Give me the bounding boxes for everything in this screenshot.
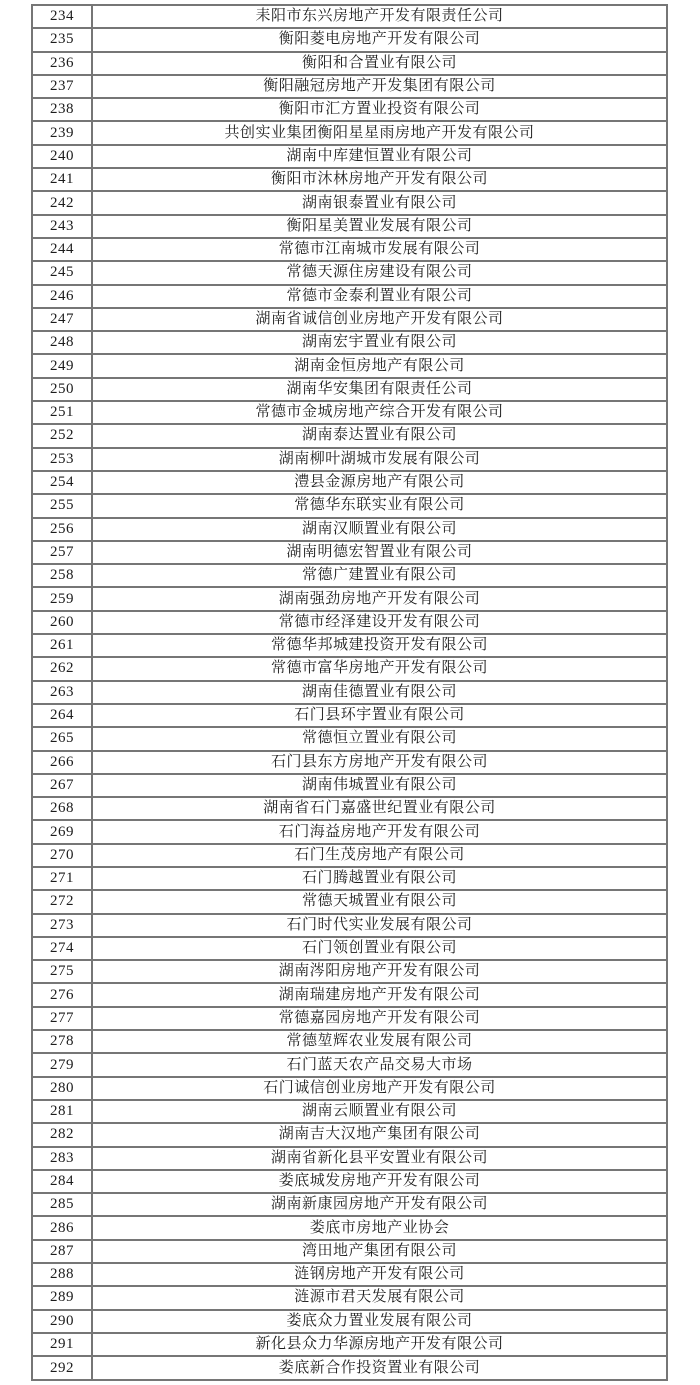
row-number: 280 xyxy=(32,1077,92,1100)
row-number: 284 xyxy=(32,1170,92,1193)
row-number: 253 xyxy=(32,448,92,471)
company-name: 常德广建置业有限公司 xyxy=(92,564,667,587)
company-name: 湾田地产集团有限公司 xyxy=(92,1240,667,1263)
company-name: 湖南涔阳房地产开发有限公司 xyxy=(92,960,667,983)
table-row xyxy=(32,983,667,1006)
company-name: 常德市富华房地产开发有限公司 xyxy=(92,657,667,680)
table-row xyxy=(32,1100,667,1123)
table-row xyxy=(32,634,667,657)
company-name: 湖南瑞建房地产开发有限公司 xyxy=(92,983,667,1006)
table-row xyxy=(32,914,667,937)
table-row xyxy=(32,261,667,284)
company-name: 石门诚信创业房地产开发有限公司 xyxy=(92,1077,667,1100)
row-number: 289 xyxy=(32,1286,92,1309)
row-number: 281 xyxy=(32,1100,92,1123)
row-number: 264 xyxy=(32,704,92,727)
row-number: 288 xyxy=(32,1263,92,1286)
row-number: 265 xyxy=(32,727,92,750)
row-number: 266 xyxy=(32,751,92,774)
row-number: 243 xyxy=(32,215,92,238)
company-name: 石门腾越置业有限公司 xyxy=(92,867,667,890)
row-number: 267 xyxy=(32,774,92,797)
table-row xyxy=(32,331,667,354)
row-number: 277 xyxy=(32,1007,92,1030)
row-number: 239 xyxy=(32,121,92,144)
company-name: 娄底城发房地产开发有限公司 xyxy=(92,1170,667,1193)
row-number: 292 xyxy=(32,1356,92,1380)
row-number: 245 xyxy=(32,261,92,284)
company-name: 耒阳市东兴房地产开发有限责任公司 xyxy=(92,5,667,28)
company-name: 常德天城置业有限公司 xyxy=(92,890,667,913)
row-number: 246 xyxy=(32,285,92,308)
company-name: 湖南云顺置业有限公司 xyxy=(92,1100,667,1123)
company-name: 衡阳星美置业发展有限公司 xyxy=(92,215,667,238)
company-name: 石门县东方房地产开发有限公司 xyxy=(92,751,667,774)
row-number: 256 xyxy=(32,518,92,541)
company-name: 娄底新合作投资置业有限公司 xyxy=(92,1356,667,1380)
table-row xyxy=(32,1077,667,1100)
table-row xyxy=(32,1007,667,1030)
company-name: 涟钢房地产开发有限公司 xyxy=(92,1263,667,1286)
company-name: 石门生茂房地产有限公司 xyxy=(92,844,667,867)
table-row xyxy=(32,587,667,610)
table-row xyxy=(32,238,667,261)
table-row xyxy=(32,378,667,401)
company-name: 常德市金城房地产综合开发有限公司 xyxy=(92,401,667,424)
company-name: 常德市金泰利置业有限公司 xyxy=(92,285,667,308)
table-row xyxy=(32,354,667,377)
row-number: 237 xyxy=(32,75,92,98)
row-number: 259 xyxy=(32,587,92,610)
company-name: 常德嘉园房地产开发有限公司 xyxy=(92,1007,667,1030)
company-table-body xyxy=(32,5,667,1380)
company-name: 石门领创置业有限公司 xyxy=(92,937,667,960)
table-row xyxy=(32,215,667,238)
table-row xyxy=(32,727,667,750)
row-number: 251 xyxy=(32,401,92,424)
company-name: 湖南新康园房地产开发有限公司 xyxy=(92,1193,667,1216)
row-number: 270 xyxy=(32,844,92,867)
table-row xyxy=(32,1356,667,1380)
row-number: 249 xyxy=(32,354,92,377)
table-row xyxy=(32,285,667,308)
table-row xyxy=(32,1147,667,1170)
table-row xyxy=(32,28,667,51)
row-number: 278 xyxy=(32,1030,92,1053)
row-number: 274 xyxy=(32,937,92,960)
company-name: 衡阳市沐林房地产开发有限公司 xyxy=(92,168,667,191)
table-row xyxy=(32,518,667,541)
company-name: 湖南明德宏智置业有限公司 xyxy=(92,541,667,564)
row-number: 269 xyxy=(32,820,92,843)
row-number: 273 xyxy=(32,914,92,937)
company-name: 衡阳市汇方置业投资有限公司 xyxy=(92,98,667,121)
company-name: 湖南强劲房地产开发有限公司 xyxy=(92,587,667,610)
table-row xyxy=(32,145,667,168)
row-number: 236 xyxy=(32,52,92,75)
company-name: 衡阳融冠房地产开发集团有限公司 xyxy=(92,75,667,98)
table-row xyxy=(32,890,667,913)
row-number: 261 xyxy=(32,634,92,657)
row-number: 263 xyxy=(32,681,92,704)
row-number: 248 xyxy=(32,331,92,354)
table-row xyxy=(32,191,667,214)
table-row xyxy=(32,1170,667,1193)
company-name: 衡阳菱电房地产开发有限公司 xyxy=(92,28,667,51)
table-row xyxy=(32,1193,667,1216)
company-name: 常德华东联实业有限公司 xyxy=(92,494,667,517)
table-row xyxy=(32,774,667,797)
company-name: 湖南泰达置业有限公司 xyxy=(92,424,667,447)
company-name: 石门县环宇置业有限公司 xyxy=(92,704,667,727)
company-name: 湖南省诚信创业房地产开发有限公司 xyxy=(92,308,667,331)
table-row xyxy=(32,1263,667,1286)
row-number: 240 xyxy=(32,145,92,168)
table-row xyxy=(32,611,667,634)
company-name: 衡阳和合置业有限公司 xyxy=(92,52,667,75)
table-row xyxy=(32,541,667,564)
row-number: 286 xyxy=(32,1216,92,1239)
table-row xyxy=(32,1123,667,1146)
row-number: 257 xyxy=(32,541,92,564)
company-name: 湖南金恒房地产有限公司 xyxy=(92,354,667,377)
company-name: 常德堃辉农业发展有限公司 xyxy=(92,1030,667,1053)
table-row xyxy=(32,308,667,331)
table-row xyxy=(32,52,667,75)
company-name: 澧县金源房地产有限公司 xyxy=(92,471,667,494)
row-number: 241 xyxy=(32,168,92,191)
row-number: 276 xyxy=(32,983,92,1006)
row-number: 238 xyxy=(32,98,92,121)
company-name: 石门海益房地产开发有限公司 xyxy=(92,820,667,843)
row-number: 260 xyxy=(32,611,92,634)
company-name: 共创实业集团衡阳星星雨房地产开发有限公司 xyxy=(92,121,667,144)
company-name: 湖南柳叶湖城市发展有限公司 xyxy=(92,448,667,471)
table-row xyxy=(32,424,667,447)
row-number: 282 xyxy=(32,1123,92,1146)
table-row xyxy=(32,1216,667,1239)
company-name: 常德恒立置业有限公司 xyxy=(92,727,667,750)
row-number: 244 xyxy=(32,238,92,261)
table-row xyxy=(32,448,667,471)
row-number: 235 xyxy=(32,28,92,51)
table-row xyxy=(32,1053,667,1076)
company-name: 常德天源住房建设有限公司 xyxy=(92,261,667,284)
row-number: 242 xyxy=(32,191,92,214)
row-number: 247 xyxy=(32,308,92,331)
row-number: 250 xyxy=(32,378,92,401)
table-row xyxy=(32,121,667,144)
row-number: 272 xyxy=(32,890,92,913)
row-number: 285 xyxy=(32,1193,92,1216)
row-number: 234 xyxy=(32,5,92,28)
row-number: 258 xyxy=(32,564,92,587)
company-name: 常德市江南城市发展有限公司 xyxy=(92,238,667,261)
row-number: 290 xyxy=(32,1310,92,1333)
company-name: 湖南吉大汉地产集团有限公司 xyxy=(92,1123,667,1146)
table-row xyxy=(32,681,667,704)
table-row xyxy=(32,494,667,517)
company-name: 湖南汉顺置业有限公司 xyxy=(92,518,667,541)
table-row xyxy=(32,937,667,960)
company-name: 新化县众力华源房地产开发有限公司 xyxy=(92,1333,667,1356)
row-number: 287 xyxy=(32,1240,92,1263)
table-row xyxy=(32,1030,667,1053)
row-number: 279 xyxy=(32,1053,92,1076)
table-row xyxy=(32,98,667,121)
company-name: 湖南省新化县平安置业有限公司 xyxy=(92,1147,667,1170)
company-table xyxy=(31,4,668,1381)
company-name: 湖南华安集团有限责任公司 xyxy=(92,378,667,401)
company-name: 湖南伟城置业有限公司 xyxy=(92,774,667,797)
company-name: 湖南省石门嘉盛世纪置业有限公司 xyxy=(92,797,667,820)
table-row xyxy=(32,5,667,28)
row-number: 262 xyxy=(32,657,92,680)
table-row xyxy=(32,960,667,983)
company-name: 常德市经泽建设开发有限公司 xyxy=(92,611,667,634)
company-name: 石门时代实业发展有限公司 xyxy=(92,914,667,937)
table-row xyxy=(32,820,667,843)
company-name: 娄底市房地产业协会 xyxy=(92,1216,667,1239)
table-row xyxy=(32,75,667,98)
table-row xyxy=(32,797,667,820)
table-row xyxy=(32,471,667,494)
company-name: 涟源市君天发展有限公司 xyxy=(92,1286,667,1309)
row-number: 283 xyxy=(32,1147,92,1170)
table-row xyxy=(32,401,667,424)
table-row xyxy=(32,867,667,890)
row-number: 271 xyxy=(32,867,92,890)
table-row xyxy=(32,657,667,680)
company-name: 湖南银泰置业有限公司 xyxy=(92,191,667,214)
table-row xyxy=(32,564,667,587)
table-row xyxy=(32,1286,667,1309)
table-row xyxy=(32,1240,667,1263)
company-name: 石门蓝天农产品交易大市场 xyxy=(92,1053,667,1076)
company-name: 娄底众力置业发展有限公司 xyxy=(92,1310,667,1333)
company-name: 湖南宏宇置业有限公司 xyxy=(92,331,667,354)
company-name: 湖南中库建恒置业有限公司 xyxy=(92,145,667,168)
table-row xyxy=(32,1310,667,1333)
row-number: 252 xyxy=(32,424,92,447)
row-number: 291 xyxy=(32,1333,92,1356)
table-row xyxy=(32,168,667,191)
company-name: 湖南佳德置业有限公司 xyxy=(92,681,667,704)
company-name: 常德华邦城建投资开发有限公司 xyxy=(92,634,667,657)
row-number: 255 xyxy=(32,494,92,517)
row-number: 268 xyxy=(32,797,92,820)
table-row xyxy=(32,844,667,867)
table-row xyxy=(32,704,667,727)
row-number: 254 xyxy=(32,471,92,494)
row-number: 275 xyxy=(32,960,92,983)
table-row xyxy=(32,751,667,774)
table-row xyxy=(32,1333,667,1356)
